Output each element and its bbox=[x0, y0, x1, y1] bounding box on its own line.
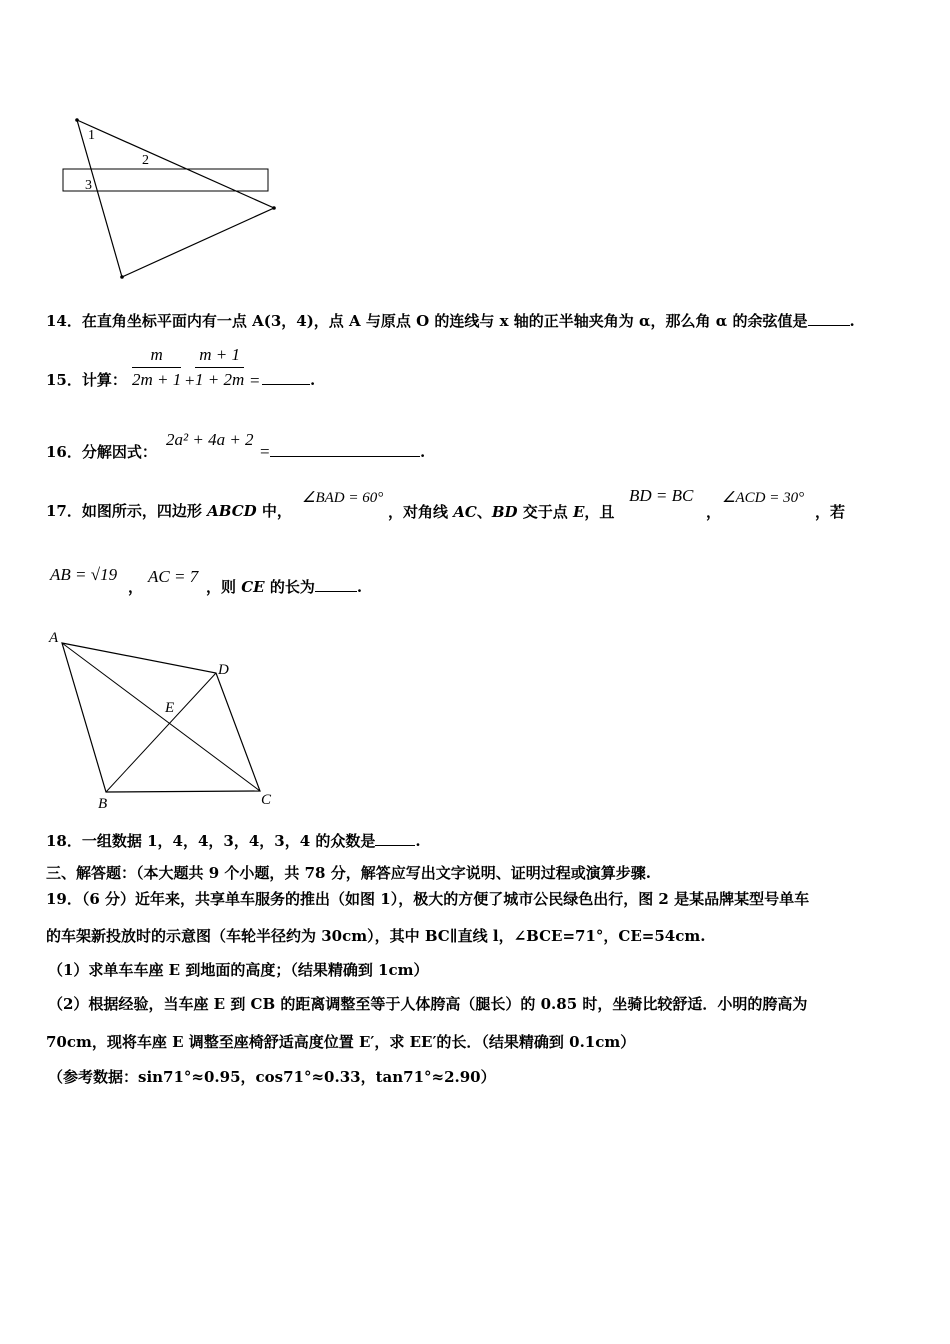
fraction-1 bbox=[132, 345, 181, 390]
intersection-label-e: E bbox=[165, 700, 175, 716]
triangle bbox=[77, 120, 274, 277]
question-19-reference-data: （参考数据：sin71°≈0.95，cos71°≈0.33，tan71°≈2.90） bbox=[48, 1068, 496, 1086]
q17-tail: ，若 bbox=[815, 503, 846, 521]
q17-end: . bbox=[356, 578, 363, 596]
question-18-text: 18．一组数据 1，4，4，3，4，3，4 的众数是 bbox=[46, 832, 376, 850]
angle-label-3: 3 bbox=[85, 178, 92, 193]
question-19-part-1: （1）求单车车座 E 到地面的高度；（结果精确到 1cm） bbox=[48, 961, 429, 979]
q17-ac: AC bbox=[453, 503, 477, 521]
question-15-prefix: 15．计算： bbox=[46, 371, 127, 389]
answer-blank-16[interactable] bbox=[270, 442, 420, 457]
question-19-part-2a: （2）根据经验，当车座 E 到 CB 的距离调整至等于人体胯高（腿长）的 0.85 时，坐骑比较舒适．小明的胯高为 bbox=[48, 995, 808, 1013]
angle-acd: ∠ACD = 30° bbox=[722, 490, 805, 506]
q17-ce: CE bbox=[241, 578, 265, 596]
q17-comma: ， bbox=[706, 503, 722, 521]
angle-bad: ∠BAD = 60° bbox=[302, 490, 384, 506]
q17-line-1-mid bbox=[388, 501, 614, 522]
equals-15: = bbox=[250, 371, 260, 390]
diagonal-bd bbox=[106, 673, 216, 792]
fraction-2-numerator: m + 1 bbox=[195, 345, 244, 368]
question-17-line-1 bbox=[46, 501, 292, 521]
question-18-end: . bbox=[415, 832, 421, 850]
answer-16-wrap bbox=[270, 442, 425, 461]
equals-16: = bbox=[260, 442, 270, 461]
plus-sign: + bbox=[185, 371, 195, 390]
q17-mid2: ，对角线 bbox=[388, 503, 454, 521]
q17-sep: 、 bbox=[476, 503, 492, 521]
fraction-1-denominator: 2m + 1 bbox=[132, 370, 182, 389]
question-16-end: . bbox=[420, 443, 426, 461]
answer-blank-14[interactable] bbox=[808, 311, 850, 326]
section-3-heading: 三、解答题：（本大题共 9 个小题，共 78 分，解答应写出文字说明、证明过程或演算步骤. bbox=[46, 864, 651, 882]
answer-15-wrap bbox=[262, 370, 315, 389]
answer-blank-18[interactable] bbox=[375, 831, 415, 846]
q17-mid4: ，且 bbox=[584, 503, 615, 521]
question-14-text: 14．在直角坐标平面内有一点 A(3，4)，点 A 与原点 O 的连线与 x 轴的正半轴夹角为 α，那么角 α 的余弦值是 bbox=[46, 312, 808, 330]
vertex-label-a: A bbox=[49, 630, 59, 646]
q17-line-2-end bbox=[206, 576, 362, 597]
q17-e: E bbox=[572, 503, 585, 521]
vertex-label-b: B bbox=[98, 796, 108, 812]
question-14 bbox=[46, 311, 855, 331]
figure-quadrilateral-abcd bbox=[40, 622, 285, 814]
q17-mid1: 中， bbox=[256, 502, 292, 520]
figure-triangle-strip bbox=[58, 112, 283, 287]
fraction-2-denominator: 1 + 2m bbox=[195, 370, 245, 389]
question-15-end: . bbox=[310, 371, 316, 389]
question-19-part-2b: 70cm，现将车座 E 调整至座椅舒适高度位置 E′，求 EE′的长．（结果精确到 0.1cm） bbox=[46, 1033, 636, 1051]
angle-label-2: 2 bbox=[142, 153, 149, 168]
question-19-line-2: 的车架新投放时的示意图（车轮半径约为 30cm），其中 BC∥直线 l，∠BCE=71°，CE=54cm. bbox=[46, 927, 706, 945]
q17-ask: 的长为 bbox=[264, 578, 315, 596]
vertex-label-c: C bbox=[261, 792, 272, 808]
diagonal-ac bbox=[62, 643, 260, 791]
fraction-1-numerator: m bbox=[132, 345, 181, 368]
fraction-2 bbox=[195, 345, 244, 390]
ac-value: AC = 7 bbox=[148, 567, 199, 586]
q17-prefix: 17．如图所示，四边形 bbox=[46, 502, 208, 520]
q17-quad: ABCD bbox=[207, 502, 257, 520]
question-18 bbox=[46, 831, 421, 851]
answer-blank-15[interactable] bbox=[262, 370, 310, 385]
question-16-prefix: 16．分解因式： bbox=[46, 443, 157, 461]
bd-equals-bc: BD = BC bbox=[629, 486, 694, 505]
q17-then: ，则 bbox=[206, 578, 242, 596]
answer-blank-17[interactable] bbox=[315, 577, 357, 592]
q17-bd: BD bbox=[491, 503, 518, 521]
question-14-end: . bbox=[849, 312, 855, 330]
question-19-line-1: 19．（6 分）近年来，共享单车服务的推出（如图 1），极大的方便了城市公民绿色出行，图 2 是某品牌某型号单车 bbox=[46, 890, 810, 908]
vertex-label-d: D bbox=[218, 662, 229, 678]
q17-comma-2: ， bbox=[128, 578, 144, 596]
ab-value: AB = √19 bbox=[50, 565, 118, 584]
q17-mid3: 交于点 bbox=[517, 503, 573, 521]
angle-label-1: 1 bbox=[88, 128, 95, 143]
expression-16: 2a² + 4a + 2 bbox=[166, 430, 254, 449]
